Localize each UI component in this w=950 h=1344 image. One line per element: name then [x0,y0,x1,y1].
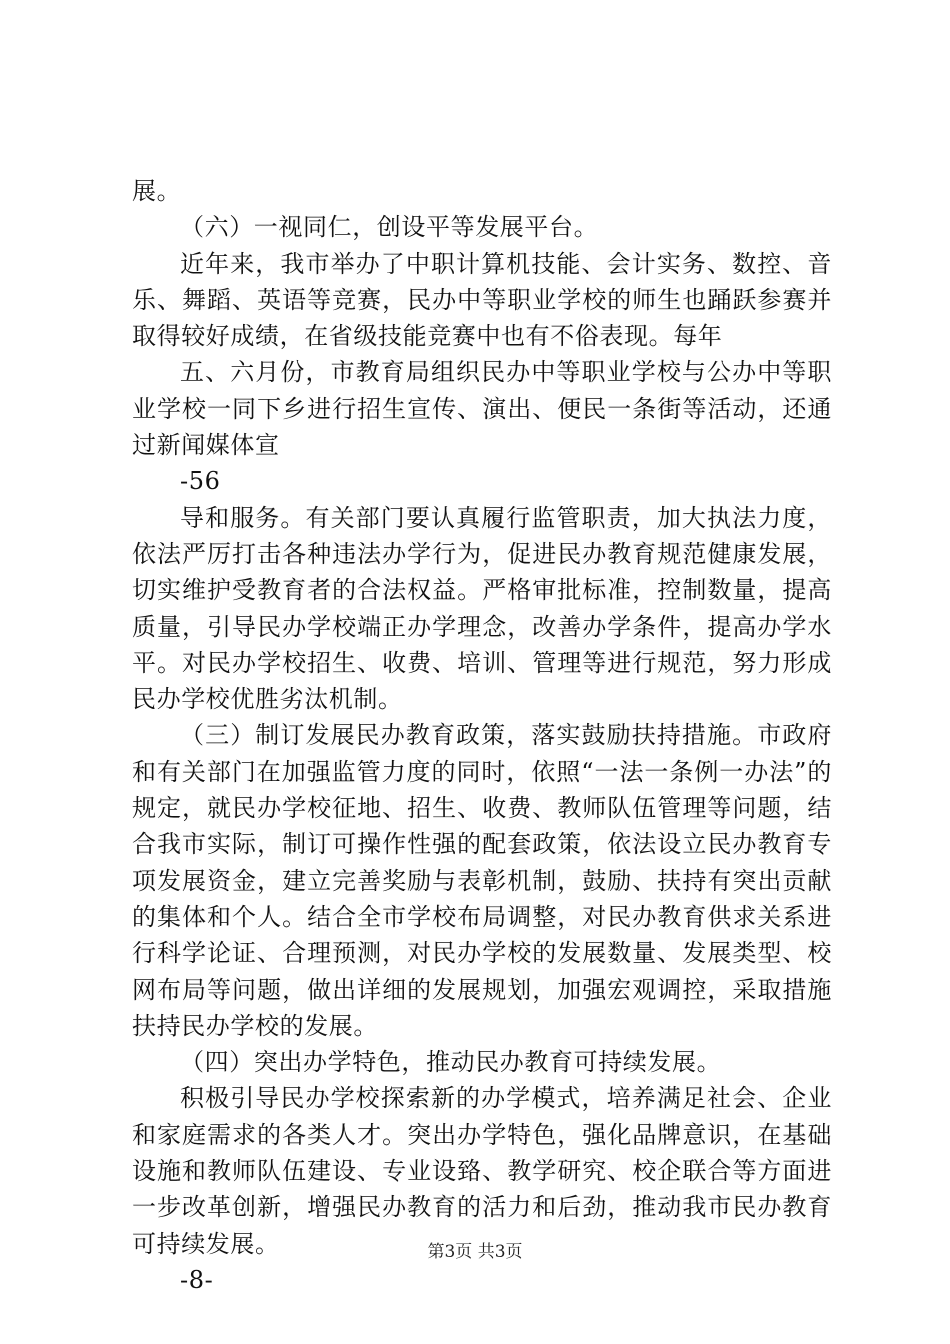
paragraph-school-characteristics: 积极引导民办学校探索新的办学模式，培养满足社会、企业和家庭需求的各类人才。突出办学特色，强化品牌意识，在基础设施和教师队伍建设、专业设臵、教学研究、校企联合等方面进一步改革创新，增强民办教育的活力和后劲，推动我市民办教育可持续发展。 [132,1084,832,1258]
paragraph-supervision: 导和服务。有关部门要认真履行监管职责，加大执法力度，依法严厉打击各种违法办学行为，促进民办教育规范健康发展，切实维护受教育者的合法权益。严格审批标准，控制数量，提高质量，引导民办学校端正办学理念，改善办学条件，提高办学水平。对民办学校招生、收费、培训、管理等进行规范，努力形成民办学校优胜劣汰机制。 [132,503,832,714]
section-heading-four: （四）突出办学特色，推动民办教育可持续发展。 [180,1048,722,1077]
section-heading-six: （六）一视同仁，创设平等发展平台。 [180,213,599,242]
page-marker-8: -8- [180,1265,214,1294]
document-body [132,173,832,1298]
page-marker-56: -56 [180,467,221,496]
paragraph-competitions: 近年来，我市举办了中职计算机技能、会计实务、数控、音乐、舞蹈、英语等竞赛，民办中等职业学校的师生也踊跃参赛并取得较好成绩，在省级技能竞赛中也有不俗表现。每年 [132,249,832,351]
paragraph-enrollment-promotion: 五、六月份，市教育局组织民办中等职业学校与公办中等职业学校一同下乡进行招生宣传、演出、便民一条街等活动，还通过新闻媒体宣 [132,358,832,460]
paragraph-continuation: 展。 [132,177,182,205]
section-heading-three: （三）制订发展民办教育政策，落实鼓励扶持措施。市政府和有关部门在加强监管力度的同时，依照“一法一条例一办法”的规定，就民办学校征地、招生、收费、教师队伍管理等问题，结合我市实际，制订可操作性强的配套政策，依法设立民办教育专项发展资金，建立完善奖励与表彰机制，鼓励、扶持有突出贡献的集体和个人。结合全市学校布局调整，对民办教育供求关系进行科学论证、合理预测，对民办学校的发展数量、发展类型、校网布局等问题，做出详细的发展规划，加强宏观调控，采取措施扶持民办学校的发展。 [132,721,832,1040]
page-footer: 第3页 共3页 [427,1242,523,1262]
